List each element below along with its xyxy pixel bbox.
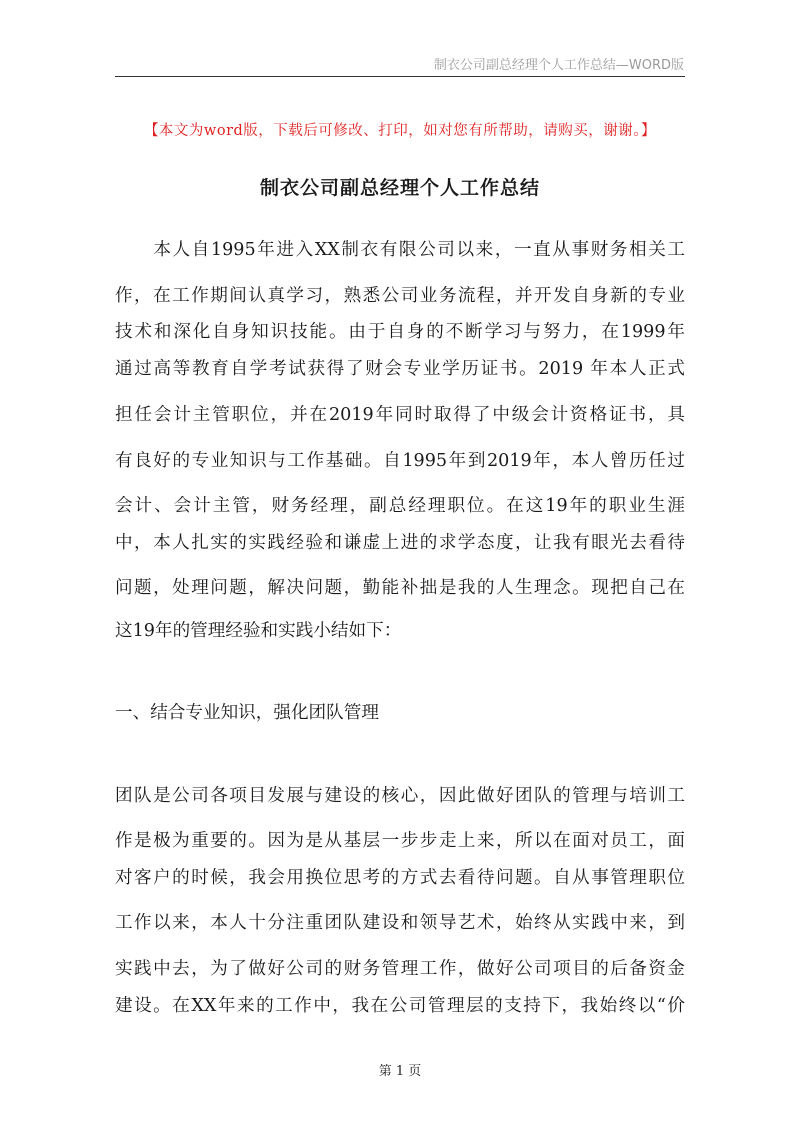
text-line: 作是极为重要的。因为是从基层一步步走上来，所以在面对员工，面 — [115, 831, 685, 851]
text-line: 通过高等教育自学考试获得了财会专业学历证书。2019 年本人正式 — [115, 359, 685, 379]
text-line: 实践中去，为了做好公司的财务管理工作，做好公司项目的后备资金 — [115, 959, 685, 979]
text-line: 作，在工作期间认真学习，熟悉公司业务流程，并开发自身新的专业 — [115, 286, 685, 306]
text-line: 会计、会计主管，财务经理，副总经理职位。在这19年的职业生涯 — [115, 496, 685, 516]
text-line: 问题，处理问题，解决问题，勤能补拙是我的人生理念。现把自己在 — [115, 578, 685, 598]
header-divider — [115, 76, 685, 77]
section-heading: 一、结合专业知识，强化团队管理 — [115, 703, 379, 723]
text-line: 这19年的管理经验和实践小结如下： — [115, 621, 402, 641]
text-line: 有良好的专业知识与工作基础。自1995年到2019年，本人曾历任过 — [115, 451, 685, 471]
text-line: 建设。在XX年来的工作中，我在公司管理层的支持下，我始终以“价 — [115, 996, 685, 1016]
download-notice: 【本文为word版，下载后可修改、打印，如对您有所帮助，请购买，谢谢。】 — [143, 123, 657, 139]
running-header: 制衣公司副总经理个人工作总结—WORD版 — [433, 58, 684, 73]
page-number: 第 1 页 — [378, 1064, 422, 1079]
document-title: 制衣公司副总经理个人工作总结 — [259, 177, 540, 199]
text-line: 工作以来，本人十分注重团队建设和领导艺术，始终从实践中来，到 — [115, 913, 685, 933]
text-line: 中，本人扎实的实践经验和谦虚上进的求学态度，让我有眼光去看待 — [115, 533, 685, 553]
text-line: 团队是公司各项目发展与建设的核心，因此做好团队的管理与培训工 — [115, 786, 685, 806]
text-line: 本人自1995年进入XX制衣有限公司以来，一直从事财务相关工 — [115, 240, 685, 260]
text-line: 担任会计主管职位，并在2019年同时取得了中级会计资格证书，具 — [115, 405, 685, 425]
text-line: 对客户的时候，我会用换位思考的方式去看待问题。自从事管理职位 — [115, 868, 685, 888]
text-line: 技术和深化自身知识技能。由于自身的不断学习与努力，在1999年 — [115, 322, 685, 342]
